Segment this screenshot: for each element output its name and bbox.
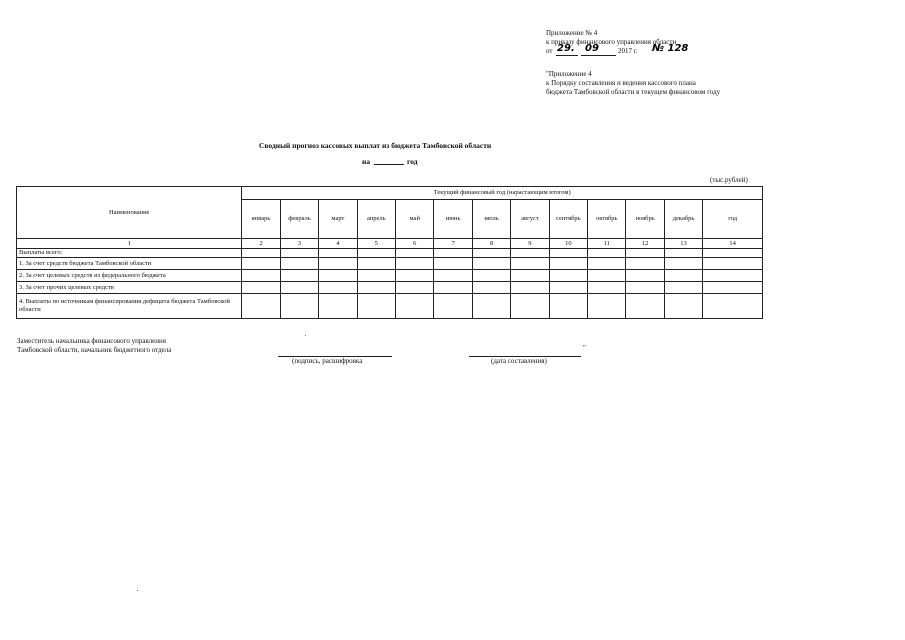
month-header: январь [242, 200, 280, 239]
closing-quote: " [583, 344, 586, 352]
value-cell[interactable] [472, 249, 510, 258]
value-cell[interactable] [511, 249, 549, 258]
value-cell[interactable] [588, 282, 626, 294]
value-cell[interactable] [511, 282, 549, 294]
date-month-underline [581, 55, 616, 56]
scan-speck [137, 590, 138, 591]
table-row [17, 282, 763, 294]
year-total-header: год [703, 200, 763, 239]
table-row [17, 258, 763, 270]
value-cell[interactable] [319, 249, 357, 258]
value-cell[interactable] [396, 249, 434, 258]
signatory-position-line-1: Заместитель начальника финансового управления [17, 337, 166, 345]
value-cell[interactable] [242, 249, 280, 258]
column-number: 7 [434, 239, 472, 249]
value-cell[interactable] [511, 258, 549, 270]
column-number: 9 [511, 239, 549, 249]
value-cell[interactable] [434, 258, 472, 270]
column-number: 3 [280, 239, 318, 249]
value-cell[interactable] [280, 258, 318, 270]
value-cell[interactable] [549, 270, 587, 282]
table-row [17, 294, 763, 319]
value-cell[interactable] [242, 294, 280, 319]
value-cell[interactable] [588, 249, 626, 258]
value-cell[interactable] [280, 270, 318, 282]
value-cell[interactable] [357, 258, 395, 270]
value-cell[interactable] [396, 282, 434, 294]
value-cell[interactable] [664, 294, 702, 319]
title-for-prefix: на [362, 157, 371, 166]
units-label: (тыс.рублей) [710, 176, 748, 184]
value-cell[interactable] [472, 258, 510, 270]
current-year-header: Текущий финансовый год (нарастающим итогом) [242, 187, 763, 200]
value-cell[interactable] [664, 282, 702, 294]
value-cell[interactable] [703, 249, 763, 258]
value-cell[interactable] [242, 258, 280, 270]
value-cell[interactable] [396, 270, 434, 282]
value-cell[interactable] [703, 258, 763, 270]
scan-speck [305, 335, 306, 336]
value-cell[interactable] [434, 270, 472, 282]
column-number: 4 [319, 239, 357, 249]
value-cell[interactable] [664, 249, 702, 258]
column-number: 2 [242, 239, 280, 249]
date-day-underline [556, 55, 578, 56]
value-cell[interactable] [357, 270, 395, 282]
handwritten-day: 29. [557, 43, 575, 54]
value-cell[interactable] [588, 294, 626, 319]
value-cell[interactable] [549, 258, 587, 270]
value-cell[interactable] [319, 270, 357, 282]
value-cell[interactable] [319, 282, 357, 294]
value-cell[interactable] [549, 282, 587, 294]
value-cell[interactable] [626, 258, 664, 270]
value-cell[interactable] [357, 294, 395, 319]
date-year: 2017 г. [618, 47, 638, 55]
value-cell[interactable] [703, 270, 763, 282]
month-header: март [319, 200, 357, 239]
month-header: май [396, 200, 434, 239]
appendix-label: Приложение № 4 [546, 29, 598, 37]
value-cell[interactable] [472, 294, 510, 319]
value-cell[interactable] [472, 282, 510, 294]
title-for-suffix: год [407, 157, 418, 166]
column-number: 12 [626, 239, 664, 249]
value-cell[interactable] [280, 249, 318, 258]
month-header: июнь [434, 200, 472, 239]
column-number: 1 [17, 239, 242, 249]
value-cell[interactable] [626, 249, 664, 258]
year-blank-underline [374, 164, 404, 165]
month-header: декабрь [664, 200, 702, 239]
value-cell[interactable] [357, 249, 395, 258]
date-prefix: от [546, 47, 553, 55]
value-cell[interactable] [511, 270, 549, 282]
row-label-federal-funds: 2. За счет целевых средств из федерального бюджета [17, 270, 242, 282]
value-cell[interactable] [396, 258, 434, 270]
value-cell[interactable] [703, 282, 763, 294]
month-header: август [511, 200, 549, 239]
procedure-line-2: бюджета Тамбовской области в текущем финансовом году [546, 88, 721, 96]
value-cell[interactable] [280, 282, 318, 294]
signatory-position-line-2: Тамбовской области, начальник бюджетного отдела [17, 346, 172, 354]
column-number: 14 [703, 239, 763, 249]
column-number-row [17, 239, 763, 249]
value-cell[interactable] [588, 258, 626, 270]
value-cell[interactable] [396, 294, 434, 319]
row-label-other-funds: 3. За счет прочих целевых средств [17, 282, 242, 294]
value-cell[interactable] [434, 294, 472, 319]
month-header: июль [472, 200, 510, 239]
value-cell[interactable] [549, 249, 587, 258]
handwritten-month: 09 [585, 43, 599, 54]
value-cell[interactable] [357, 282, 395, 294]
month-header: февраль [280, 200, 318, 239]
value-cell[interactable] [511, 294, 549, 319]
value-cell[interactable] [434, 282, 472, 294]
value-cell[interactable] [280, 294, 318, 319]
value-cell[interactable] [242, 282, 280, 294]
quote-appendix: "Приложение 4 [546, 70, 592, 78]
column-number: 6 [396, 239, 434, 249]
value-cell[interactable] [703, 294, 763, 319]
date-caption: (дата составления) [491, 357, 547, 365]
column-number: 8 [472, 239, 510, 249]
value-cell[interactable] [664, 258, 702, 270]
forecast-table [16, 186, 763, 319]
column-number: 10 [549, 239, 587, 249]
handwritten-order-number: № 128 [652, 43, 689, 54]
order-reference: к приказу финансового управления области [546, 38, 677, 46]
value-cell[interactable] [434, 249, 472, 258]
value-cell[interactable] [588, 270, 626, 282]
table-row [17, 270, 763, 282]
name-column-header: Наименование [17, 187, 242, 239]
signature-caption: (подпись, расшифровка [292, 357, 363, 365]
month-header: ноябрь [626, 200, 664, 239]
table-row [17, 249, 763, 258]
value-cell[interactable] [319, 258, 357, 270]
month-header: октябрь [588, 200, 626, 239]
row-label-regional-budget: 1. За счет средств бюджета Тамбовской области [17, 258, 242, 270]
row-label-total: Выплаты всего: [17, 249, 242, 258]
month-header: апрель [357, 200, 395, 239]
value-cell[interactable] [472, 270, 510, 282]
value-cell[interactable] [664, 270, 702, 282]
column-number: 5 [357, 239, 395, 249]
row-label-deficit-financing: 4. Выплаты по источникам финансирования дефицита бюджета Тамбовской области [17, 294, 242, 319]
value-cell[interactable] [242, 270, 280, 282]
value-cell[interactable] [319, 294, 357, 319]
value-cell[interactable] [626, 294, 664, 319]
value-cell[interactable] [626, 282, 664, 294]
value-cell[interactable] [549, 294, 587, 319]
value-cell[interactable] [626, 270, 664, 282]
column-number: 11 [588, 239, 626, 249]
document-title: Сводный прогноз кассовых выплат из бюджета Тамбовской области [259, 141, 492, 150]
month-header: сентябрь [549, 200, 587, 239]
procedure-line-1: к Порядку составления и ведения кассового плана [546, 79, 696, 87]
column-number: 13 [664, 239, 702, 249]
